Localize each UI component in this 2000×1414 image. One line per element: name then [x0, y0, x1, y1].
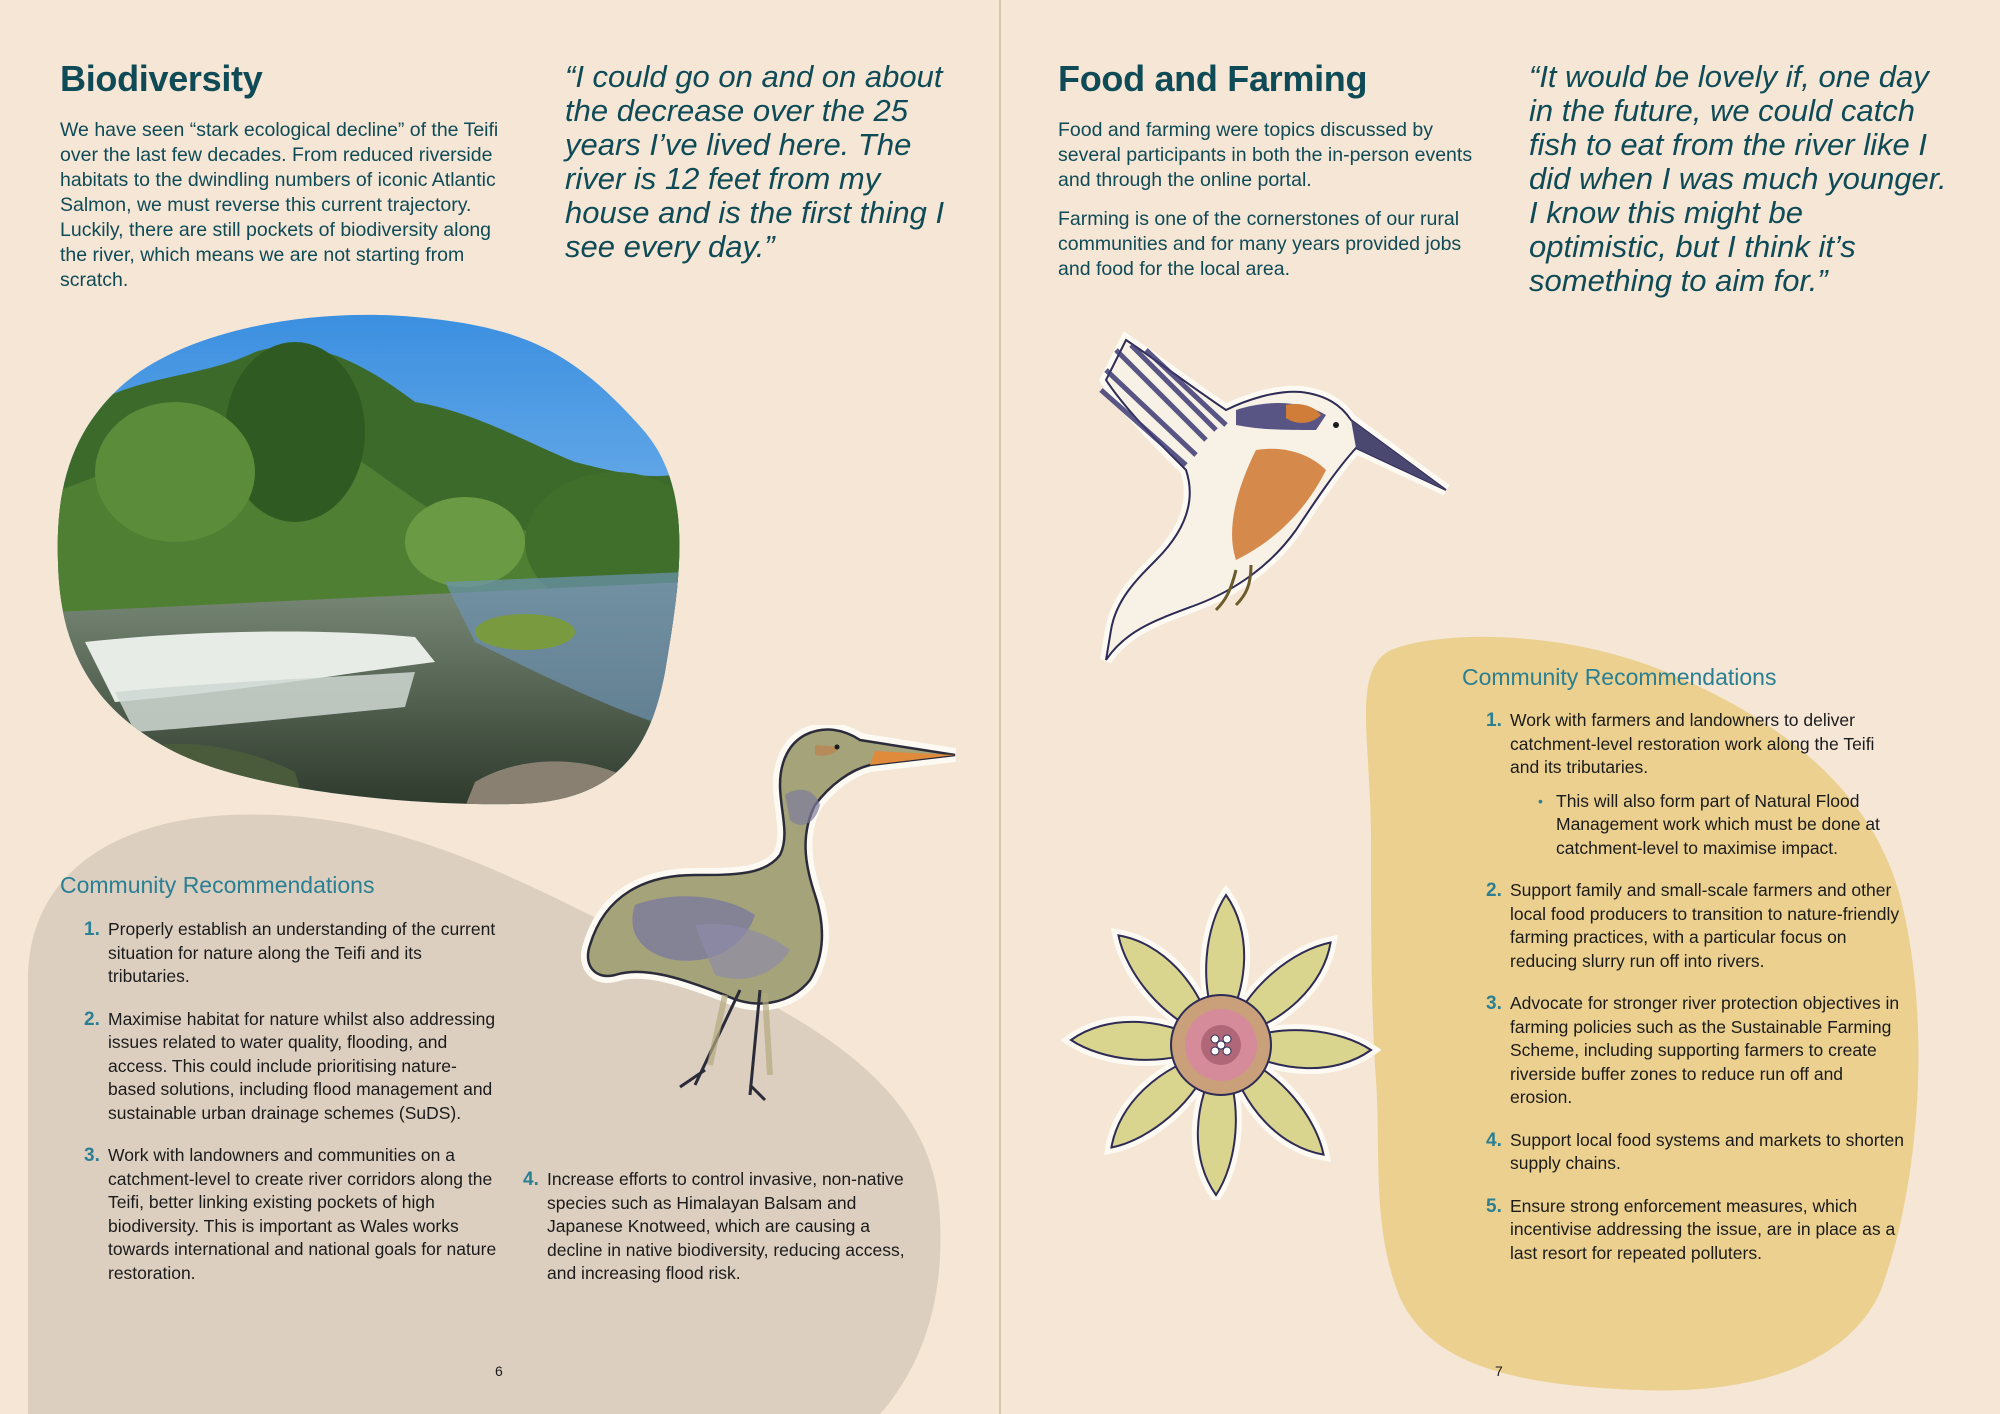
recommendation-text: Increase efforts to control invasive, non-native species such as Himalayan Balsam and Japanese Knotweed, which are causing a decline in native biodiversity, reducing access, and increasing flood risk. — [547, 1169, 905, 1283]
recommendation-item: 1. Work with farmers and landowners to deliver catchment-level restoration work along the Teifi and its tributaries. • This will also form part of Natural Flood Management work which must be done at catchment-level to maximise impact. — [1486, 709, 1906, 860]
recommendation-subtext: This will also form part of Natural Flood Management work which must be done at catchment-level to maximise impact. — [1556, 790, 1880, 858]
recommendation-text: Maximise habitat for nature whilst also addressing issues related to water quality, flooding, and access. This could include prioritising nature-based solutions, including flood management and sustainable urban drainage schemes (SuDS). — [108, 1008, 496, 1123]
intro-text — [60, 118, 510, 307]
recommendation-text: Support family and small-scale farmers and other local food producers to transition to nature-friendly farming practices, with a particular focus on reducing slurry run off into rivers. — [1510, 880, 1900, 971]
recommendation-text: Properly establish an understanding of the current situation for nature along the Teifi and its tributaries. — [108, 919, 496, 986]
intro-text — [1058, 118, 1478, 296]
recommendation-text: Work with farmers and landowners to deliver catchment-level restoration work along the Teifi and its tributaries. — [1510, 710, 1875, 777]
recommendation-item: 5. Ensure strong enforcement measures, which incentivise addressing the issue, are in place as a last resort for repeated polluters. — [1486, 1195, 1896, 1263]
recommendation-text: Ensure strong enforcement measures, which incentivise addressing the issue, are in place as a last resort for repeated polluters. — [1510, 1195, 1896, 1263]
intro-paragraph: Food and farming were topics discussed by several participants in both the in-person events and through the online portal. — [1058, 119, 1473, 191]
page-title: Food and Farming — [1058, 58, 1368, 99]
recommendation-item: 2. Support family and small-scale farmers and other local food producers to transition to nature-friendly farming practices, with a particular focus on reducing slurry run off into rivers. — [1486, 880, 1900, 971]
recommendation-text: Advocate for stronger river protection objectives in farming policies such as the Sustainable Farming Scheme, including supporting farmers to create riverside buffer zones to reduce run off and erosion. — [1510, 993, 1900, 1107]
bullet-icon: • — [1538, 792, 1543, 809]
participant-quote: “I could go on and on about the decrease over the 25 years I’ve lived here. The river is 12 feet from my house and is the first thing I see every day.” — [565, 59, 945, 264]
recommendations-list — [1486, 709, 1906, 1284]
recommendation-subitem — [1510, 790, 1906, 861]
page-biodiversity — [0, 0, 999, 1414]
intro-paragraph: We have seen “stark ecological decline” of the Teifi over the last few decades. From reduced riverside habitats to the dwindling numbers of iconic Atlantic Salmon, we must reverse this current trajectory. Luckily, there are still pockets of biodiversity along the river, which means we are not starting from scratch. — [60, 119, 499, 291]
recommendation-item: 4. Increase efforts to control invasive, non-native species such as Himalayan Balsam and Japanese Knotweed, which are causing a decline in native biodiversity, reducing access, and increasing flood risk. — [523, 1169, 905, 1283]
intro-paragraph: Farming is one of the cornerstones of our rural communities and for many years provided jobs and food for the local area. — [1058, 208, 1462, 280]
recommendation-text: Support local food systems and markets to shorten supply chains. — [1510, 1129, 1904, 1173]
page-number: 6 — [495, 1363, 503, 1379]
recommendations-list-column-2 — [523, 1168, 928, 1305]
recommendation-item: 3. Work with landowners and communities on a catchment-level to create river corridors along the Teifi, better linking existing pockets of high biodiversity. This is important as Wales works towards international and national goals for nature restoration. — [84, 1145, 497, 1283]
recommendation-item: 1. Properly establish an understanding of the current situation for nature along the Teifi and its tributaries. — [84, 919, 496, 986]
recommendation-item: 3. Advocate for stronger river protection objectives in farming policies such as the Sustainable Farming Scheme, including supporting farmers to create riverside buffer zones to reduce run off and erosion. — [1486, 993, 1900, 1107]
kingfisher-illustration — [1086, 330, 1456, 670]
recommendations-list — [84, 918, 499, 1304]
page-title: Biodiversity — [60, 58, 263, 99]
recommendation-item: 2. Maximise habitat for nature whilst also addressing issues related to water quality, flooding, and access. This could include prioritising nature-based solutions, including flood management and sustainable urban drainage schemes (SuDS). — [84, 1008, 496, 1123]
heron-illustration — [575, 725, 965, 1105]
page-food-and-farming — [1001, 0, 2000, 1414]
flower-illustration — [1051, 880, 1381, 1200]
participant-quote: “It would be lovely if, one day in the future, we could catch fish to eat from the river like I did when I was much younger. I know this might be optimistic, but I think it’s something to aim for.” — [1529, 59, 1947, 298]
recommendations-title: Community Recommendations — [60, 872, 375, 898]
recommendations-title: Community Recommendations — [1462, 664, 1777, 690]
recommendation-text: Work with landowners and communities on a catchment-level to create river corridors along the Teifi, better linking existing pockets of high biodiversity. This is important as Wales works towards international and national goals for nature restoration. — [108, 1145, 497, 1283]
page-number: 7 — [1495, 1363, 1503, 1379]
recommendation-item: 4. Support local food systems and markets to shorten supply chains. — [1486, 1129, 1904, 1173]
